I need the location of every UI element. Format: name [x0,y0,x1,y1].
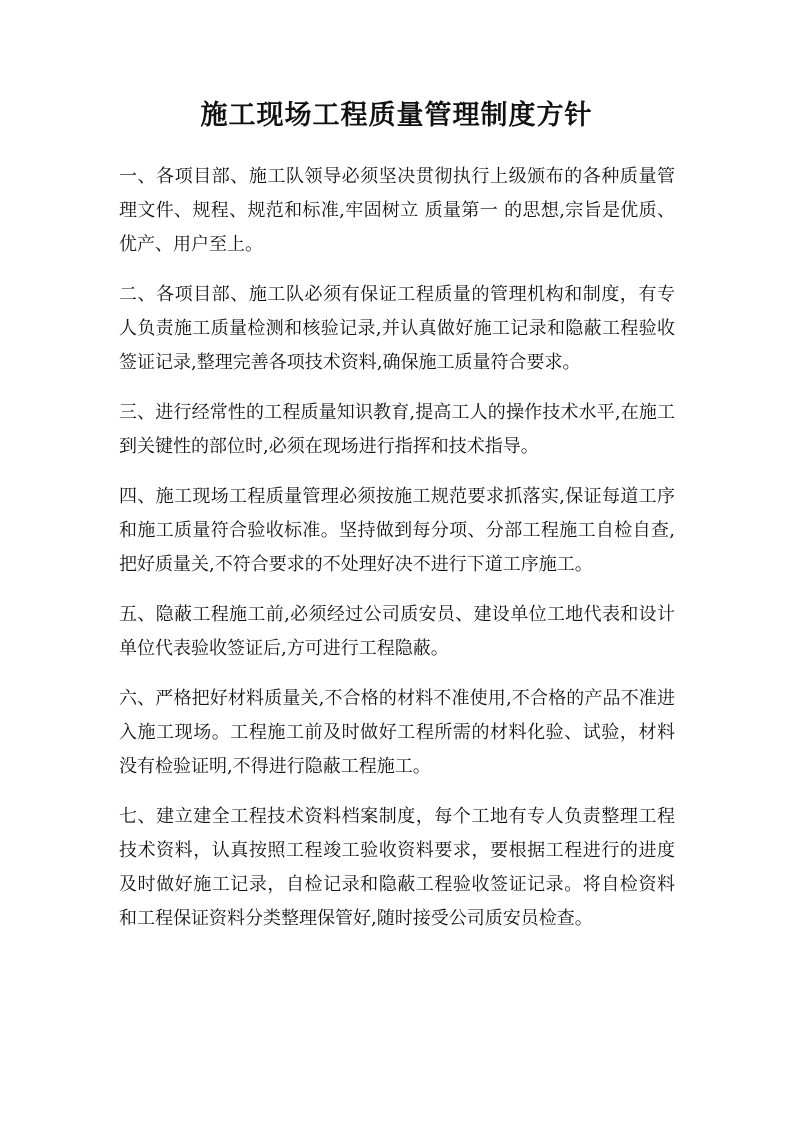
document-body [119,160,675,952]
paragraph-3: 三、进行经常性的工程质量知识教育,提高工人的操作技术水平,在施工到关键性的部位时,必须在现场进行指挥和技术指导。 [119,402,675,457]
paragraph-2: 二、各项目部、施工队必须有保证工程质量的管理机构和制度，有专人负责施工质量检测和核验记录,并认真做好施工记录和隐蔽工程验收签证记录,整理完善各项技术资料,确保施工质量符合要求。 [119,284,675,373]
paragraph-4: 四、施工现场工程质量管理必须按施工规范要求抓落实,保证每道工序和施工质量符合验收标准。坚持做到每分项、分部工程施工自检自查,把好质量关,不符合要求的不处理好决不进行下道工序施工。 [119,486,675,575]
document-title: 施工现场工程质量管理制度方针 [200,100,593,131]
paragraph-1: 一、各项目部、施工队领导必须坚决贯彻执行上级颁布的各种质量管理文件、规程、规范和标准,牢固树立 质量第一 的思想,宗旨是优质、优产、用户至上。 [119,166,675,255]
paragraph-5: 五、隐蔽工程施工前,必须经过公司质安员、建设单位工地代表和设计单位代表验收签证后,方可进行工程隐蔽。 [119,604,675,659]
paragraph-6: 六、严格把好材料质量关,不合格的材料不准使用,不合格的产品不准进入施工现场。工程施工前及时做好工程所需的材料化验、试验，材料没有检验证明,不得进行隐蔽工程施工。 [119,688,675,777]
paragraph-7: 七、建立建全工程技术资料档案制度，每个工地有专人负责整理工程技术资料，认真按照工程竣工验收资料要求，要根据工程进行的进度及时做好施工记录，自检记录和隐蔽工程验收签证记录。将自检资料和工程保证资料分类整理保管好,随时接受公司质安员检查。 [119,806,675,929]
